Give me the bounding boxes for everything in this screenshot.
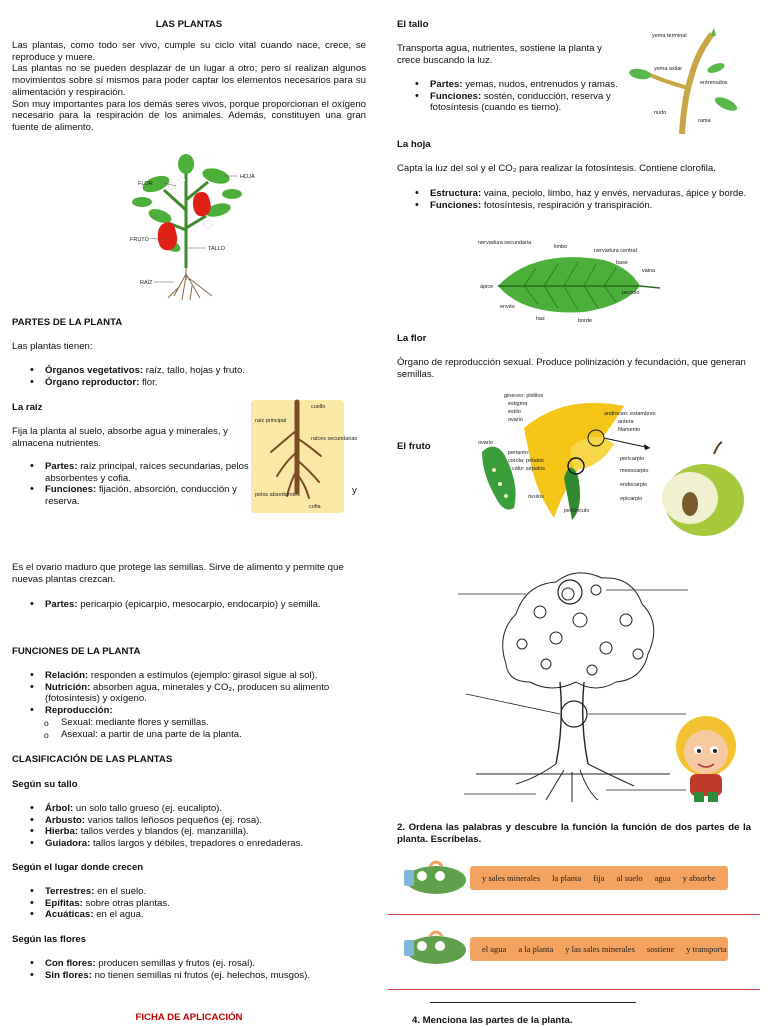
label-hoja: HOJA	[240, 174, 255, 180]
label-yema-terminal: yema terminal	[652, 33, 687, 39]
label-pericarpio: pericarpio	[620, 456, 645, 462]
label-androceo: androceo: estambres	[604, 411, 656, 417]
reproduccion-list	[12, 717, 381, 740]
list-item: • Funciones: sostén, conducción, reserva y fotosíntesis (cuando es tierno).	[430, 91, 652, 114]
word-bar-1	[470, 866, 728, 890]
question-4: 4. Menciona las partes de la planta.	[412, 1015, 573, 1026]
label-estigma: estigma	[508, 401, 528, 407]
label-cuello: cuello	[311, 404, 326, 410]
list-item: • Guiadora: tallos largos y débiles, trepadores o enredaderas.	[45, 838, 385, 850]
label-epicarpio: epicarpio	[620, 496, 643, 502]
label-vaina: vaina	[642, 268, 656, 274]
list-item: • Órgano reproductor: flor.	[45, 377, 385, 389]
list-item: • Funciones: fijación, absorción, conducción y reserva.	[45, 484, 257, 507]
list-item: • Órganos vegetativos: raíz, tallo, hojas y fruto.	[45, 365, 385, 377]
label-borde: borde	[578, 318, 593, 324]
label-fruto: FRUTO	[130, 237, 149, 243]
label-yema-axilar: yema axilar	[654, 66, 683, 72]
label-rama: rama	[698, 118, 711, 124]
label-pelos: pelos absorbentes	[255, 492, 300, 498]
list-item: • Estructura: vaina, peciolo, limbo, haz y envés, nervaduras, ápice y borde.	[430, 188, 775, 200]
lugar-list	[12, 886, 385, 921]
word-chip[interactable]: agua	[654, 873, 671, 883]
list-item: • Arbusto: varios tallos leñosos pequeños (ej. rosa).	[45, 815, 385, 827]
intro-paragraph: Son muy importantes para los demás seres vivos, porque proporcionan el oxígeno necesario para la respiración de los animales. Además, constituyen una gran fuente de alimento.	[12, 98, 366, 133]
label-entrenudos: entrenudos	[700, 80, 728, 86]
label-ovario: ovario	[508, 417, 523, 423]
intro-paragraph: Las plantas, como todo ser vivo, cumple su ciclo vital cuando nace, crece, se reproduce y muere.	[12, 40, 366, 63]
label-raiz: RAÍZ	[140, 280, 153, 286]
label-pedunculo: pedúnculo	[564, 508, 590, 514]
label-caliz: cáliz: sépalos	[512, 466, 546, 472]
label-antera: antera	[618, 419, 634, 425]
section-tallo: El tallo	[397, 19, 429, 30]
label-enves: envés	[500, 304, 515, 310]
flor-text: Órgano de reproducción sexual. Produce polinización y fecundación, que generan semillas.	[397, 357, 746, 380]
answer-line-2[interactable]	[388, 989, 760, 990]
label-tallo: TALLO	[208, 246, 226, 252]
list-item: • Partes: raíz principal, raíces secundarias, pelos absorbentes y cofia.	[45, 461, 257, 484]
label-apice: ápice	[480, 284, 494, 290]
label-raices-secundarias: raíces secundarias	[311, 436, 358, 442]
list-item: o Asexual: a partir de una parte de la planta.	[61, 729, 381, 741]
hoja-text: Capta la luz del sol y el CO₂ para realizar la fotosíntesis. Contiene clorofila.	[397, 163, 716, 174]
raiz-trailing-y: y	[352, 485, 357, 496]
word-chip[interactable]: y sales minerales	[482, 873, 541, 883]
label-nudo: nudo	[654, 110, 667, 116]
section-raiz: La raíz	[12, 402, 43, 413]
list-item: • Acuáticas: en el agua.	[45, 909, 385, 921]
list-item: • Terrestres: en el suelo.	[45, 886, 385, 898]
flower-fruit-diagram	[474, 388, 748, 540]
hoja-list	[397, 188, 775, 211]
list-item: • Sin flores: no tienen semillas ni frutos (ej. helechos, musgos).	[45, 970, 385, 982]
list-item: • Partes: yemas, nudos, entrenudos y ramas.	[430, 79, 652, 91]
label-gineceo: gineceo: pistilos	[504, 393, 544, 399]
word-bar-2	[470, 937, 728, 961]
tallo-class-list	[12, 803, 385, 850]
label-nervadura-secundaria: nervadura secundaria	[478, 240, 532, 246]
ficha-title: FICHA DE APLICACIÓN	[135, 1012, 243, 1023]
seed-characters-icon	[400, 856, 470, 900]
word-chip[interactable]: el agua	[482, 944, 507, 954]
tree-worksheet	[456, 564, 692, 804]
partes-intro: Las plantas tienen:	[12, 341, 93, 352]
list-item: • Relación: responden a estímulos (ejemplo: girasol sigue al sol).	[45, 670, 385, 682]
label-haz: haz	[536, 316, 545, 322]
tallo-text: Transporta agua, nutrientes, sostiene la planta y crece buscando la luz.	[397, 43, 602, 66]
word-chip[interactable]: la planta	[552, 873, 582, 883]
subsection-tallo: Según su tallo	[12, 779, 78, 790]
word-chip[interactable]: y transporta	[686, 944, 727, 954]
answer-line-3[interactable]	[430, 1002, 636, 1003]
label-estilo: estilo	[508, 409, 521, 415]
label-raiz-principal: raíz principal	[255, 418, 287, 424]
label-peciolo: peciolo	[622, 290, 640, 296]
section-funciones: FUNCIONES DE LA PLANTA	[12, 646, 141, 657]
label-mesocarpio: mesocarpio	[620, 468, 649, 474]
word-chip[interactable]: sostiene	[646, 944, 675, 954]
roots	[168, 268, 212, 300]
question-2: 2. Ordena las palabras y descubre la función la función de dos partes de la planta. Escríbelas.	[397, 822, 751, 845]
label-base: base	[616, 260, 628, 266]
flores-list	[12, 958, 385, 981]
word-chip[interactable]: y absorbe	[682, 873, 716, 883]
label-cofia: cofia	[309, 504, 321, 510]
label-limbo: limbo	[554, 244, 568, 250]
child-illustration	[668, 706, 744, 806]
section-clasificacion: CLASIFICACIÓN DE LAS PLANTAS	[12, 754, 173, 765]
funciones-list	[12, 670, 385, 717]
seed-characters-icon	[400, 926, 470, 970]
section-flor: La flor	[397, 333, 427, 344]
list-item: • Nutrición: absorben agua, minerales y CO₂, producen su alimento (fotosíntesis) y oxígeno.	[45, 682, 385, 705]
list-item: • Con flores: producen semillas y frutos (ej. rosal).	[45, 958, 385, 970]
word-chip[interactable]: a la planta	[518, 944, 554, 954]
list-item: • Epífitas: sobre otras plantas.	[45, 898, 385, 910]
plant-illustration	[120, 150, 260, 302]
section-partes: PARTES DE LA PLANTA	[12, 317, 123, 328]
page-title: LAS PLANTAS	[155, 19, 223, 30]
list-item: • Reproducción:	[45, 705, 385, 717]
intro-text	[12, 40, 366, 134]
raiz-text: Fija la planta al suelo, absorbe agua y minerales, y almacena nutrientes.	[12, 426, 228, 449]
label-ovulos: óvulos	[528, 494, 544, 500]
word-chip[interactable]: y las sales minerales	[565, 944, 635, 954]
word-chip[interactable]: fija	[593, 873, 605, 883]
raiz-list	[12, 461, 257, 508]
section-fruto: El fruto	[397, 441, 431, 452]
organos-list	[12, 365, 385, 388]
tallo-list	[397, 79, 652, 114]
fruto-text: Es el ovario maduro que protege las semillas. Sirve de alimento y permite que nuevas plantas crezcan.	[12, 562, 344, 585]
label-filamento: filamento	[618, 427, 641, 433]
label-perianto: perianto:	[508, 450, 530, 456]
list-item: o Sexual: mediante flores y semillas.	[61, 717, 381, 729]
list-item: • Funciones: fotosíntesis, respiración y transpiración.	[430, 200, 775, 212]
label-nervadura-central: nervadura central	[594, 248, 637, 254]
word-chip[interactable]: al suelo	[616, 873, 643, 883]
intro-paragraph: Las plantas no se pueden desplazar de un lugar a otro; pero sí realizan algunos movimientos sobre sí mismos para poder captar los elementos necesarios para su alimentación y respiración.	[12, 63, 366, 98]
subsection-lugar: Según el lugar donde crecen	[12, 862, 144, 873]
label-endocarpio: endocarpio	[620, 482, 648, 488]
fruto-list	[12, 599, 385, 611]
subsection-flores: Según las flores	[12, 934, 87, 945]
label-flor: FLOR	[138, 181, 153, 187]
answer-line-1[interactable]	[388, 914, 760, 915]
label-ovario-fruto: ovario	[478, 440, 493, 446]
section-hoja: La hoja	[397, 139, 431, 150]
stem-diagram	[626, 28, 744, 136]
label-corola: corola: pétalos	[508, 458, 544, 464]
root-diagram	[251, 400, 358, 513]
leaf-diagram	[474, 236, 666, 326]
list-item: • Árbol: un solo tallo grueso (ej. eucalipto).	[45, 803, 385, 815]
list-item: • Hierba: tallos verdes y blandos (ej. manzanilla).	[45, 826, 385, 838]
list-item: • Partes: pericarpio (epicarpio, mesocarpio, endocarpio) y semilla.	[45, 599, 385, 611]
